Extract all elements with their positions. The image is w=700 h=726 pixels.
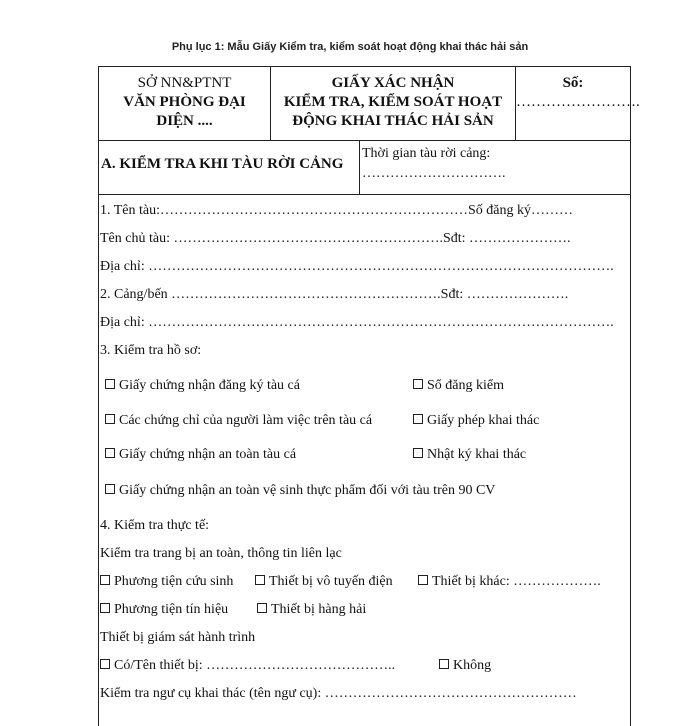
document-check-heading: 3. Kiểm tra hồ sơ: <box>100 343 202 358</box>
document-number <box>516 67 640 140</box>
checkbox-box[interactable] <box>100 603 110 613</box>
checkbox-label: Có/Tên thiết bị: ………………………………….. <box>114 658 396 673</box>
check-other-equipment[interactable] <box>418 574 601 590</box>
check-signal-devices[interactable] <box>100 602 228 618</box>
checkbox-label: Các chứng chỉ của người làm việc trên tàu cá <box>119 413 373 428</box>
doc-checkbox-crew-certificates[interactable] <box>105 413 372 429</box>
checkbox-label: Nhật ký khai thác <box>427 447 527 462</box>
checkbox-label: Giấy phép khai thác <box>427 413 540 428</box>
checkbox-label: Thiết bị hàng hải <box>271 602 367 617</box>
doc-checkbox-fishing-log[interactable] <box>413 447 526 463</box>
vessel-name-line: 1. Tên tàu:…………………………………………………………Số đăng ký……… <box>100 203 574 218</box>
checkbox-label: Giấy chứng nhận đăng ký tàu cá <box>119 378 300 393</box>
org-line-1: SỞ NN&PTNT <box>137 75 232 91</box>
doc-checkbox-safety-certificate[interactable] <box>105 447 296 463</box>
form-title <box>271 67 516 140</box>
checkbox-box[interactable] <box>413 379 423 389</box>
departure-label: Thời gian tàu rời cảng: <box>362 146 491 161</box>
checkbox-label: Sổ đăng kiểm <box>427 378 504 393</box>
checkbox-box[interactable] <box>105 484 115 494</box>
check-monitor-no[interactable] <box>439 658 491 674</box>
doc-checkbox-fishing-license[interactable] <box>413 413 539 429</box>
check-navigation-equipment[interactable] <box>257 602 366 618</box>
owner-line: Tên chủ tàu: ………………………………………………….Sđt: …………………. <box>100 231 571 246</box>
checkbox-label: Giấy chứng nhận an toàn tàu cá <box>119 447 297 462</box>
form-frame <box>98 66 640 726</box>
checkbox-box[interactable] <box>439 659 449 669</box>
check-life-saving[interactable] <box>100 574 233 590</box>
doc-checkbox-inspection-book[interactable] <box>413 378 504 394</box>
check-radio-equipment[interactable] <box>255 574 393 590</box>
checkbox-box[interactable] <box>100 575 110 585</box>
checkbox-label: Không <box>453 658 492 673</box>
port-address-line: Địa chỉ: ………………………………………………………………………………………. <box>100 315 614 330</box>
port-line: 2. Cảng/bến ………………………………………………….Sđt: …………………. <box>100 287 569 302</box>
checkbox-label: Giấy chứng nhận an toàn vệ sinh thực phẩm đối với tàu trên 90 CV <box>119 483 496 498</box>
section-a-title: A. KIỂM TRA KHI TÀU RỜI CẢNG <box>101 156 344 172</box>
checkbox-box[interactable] <box>105 448 115 458</box>
checkbox-box[interactable] <box>413 448 423 458</box>
issuing-office <box>99 67 271 140</box>
title-line-2: KIỂM TRA, KIỂM SOÁT HOẠT <box>283 94 503 110</box>
check-monitor-yes[interactable] <box>100 658 395 674</box>
checkbox-box[interactable] <box>100 659 110 669</box>
checkbox-box[interactable] <box>413 414 423 424</box>
checkbox-box[interactable] <box>255 575 265 585</box>
org-line-3: DIỆN .... <box>156 113 213 129</box>
departure-value: …………………………. <box>362 166 506 181</box>
owner-address-line: Địa chỉ: ………………………………………………………………………………………. <box>100 259 614 274</box>
checkbox-box[interactable] <box>257 603 267 613</box>
org-line-2: VĂN PHÒNG ĐẠI <box>123 94 246 110</box>
checkbox-label: Phương tiện tín hiệu <box>114 602 229 617</box>
monitoring-heading: Thiết bị giám sát hành trình <box>100 630 256 645</box>
safety-equipment-heading: Kiểm tra trang bị an toàn, thông tin liên lạc <box>100 546 342 561</box>
form-header <box>99 67 640 141</box>
checkbox-box[interactable] <box>105 414 115 424</box>
number-value: ……………………. <box>516 94 640 110</box>
appendix-caption: Phụ lục 1: Mẫu Giấy Kiểm tra, kiểm soát hoạt động khai thác hải sản <box>171 41 529 53</box>
section-a-title-cell <box>99 140 360 194</box>
checkbox-box[interactable] <box>418 575 428 585</box>
doc-checkbox-registration[interactable] <box>105 378 300 394</box>
departure-time-cell <box>360 140 630 194</box>
section-a-row <box>99 140 630 195</box>
doc-checkbox-food-safety[interactable] <box>105 483 495 499</box>
checkbox-box[interactable] <box>105 379 115 389</box>
number-label: Số: <box>562 75 584 91</box>
title-line-3: ĐỘNG KHAI THÁC HẢI SẢN <box>292 113 494 129</box>
checkbox-label: Phương tiện cứu sinh <box>114 574 234 589</box>
title-line-1: GIẤY XÁC NHẬN <box>331 75 455 91</box>
inspection-heading: 4. Kiểm tra thực tế: <box>100 518 210 533</box>
fishing-gear-line: Kiểm tra ngư cụ khai thác (tên ngư cụ): ……………………………………………… <box>100 686 577 701</box>
checkbox-label: Thiết bị khác: ………………. <box>432 574 601 589</box>
checkbox-label: Thiết bị vô tuyến điện <box>269 574 393 589</box>
